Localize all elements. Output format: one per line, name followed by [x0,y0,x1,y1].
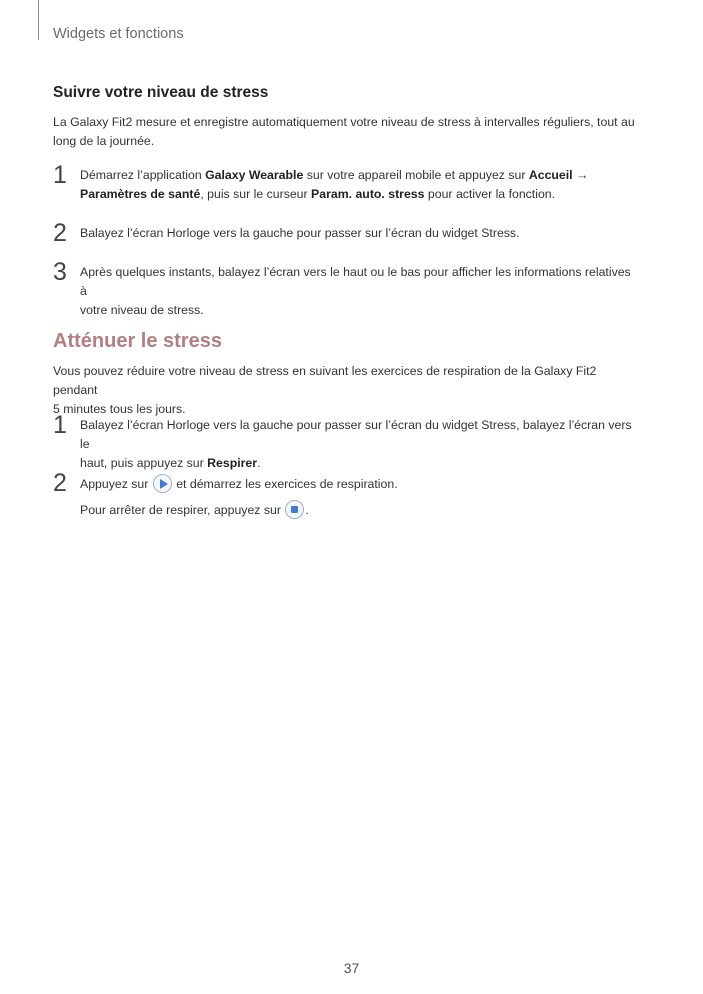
app-name: Galaxy Wearable [205,168,304,182]
menu-auto-stress: Param. auto. stress [311,187,425,201]
action-respirer: Respirer [207,456,258,470]
header-title: Widgets et fonctions [53,26,184,42]
intro-line: La Galaxy Fit2 mesure et enregistre automatiquement votre niveau de stress à intervalles réguliers, tout au [53,115,635,129]
step-line [80,166,640,185]
step-line: Après quelques instants, balayez l’écran vers le haut ou le bas pour afficher les informations relatives à [80,265,631,298]
step-number: 1 [53,161,67,189]
step-text: Balayez l’écran Horloge vers la gauche pour passer sur l’écran du widget Stress. [80,226,520,240]
text: Démarrez l’application [80,168,206,182]
step-number: 2 [53,469,67,497]
arrow: → [572,168,589,182]
text: et démarrez les exercices de respiration. [172,477,398,491]
menu-health-settings: Paramètres de santé [80,187,201,201]
step-number: 2 [53,219,67,247]
page-number: 37 [343,960,360,976]
step-text [80,166,640,204]
intro-line: Vous pouvez réduire votre niveau de stress en suivant les exercices de respiration de la Galaxy Fit2 pendant [53,364,597,397]
intro-line: 5 minutes tous les jours. [53,402,186,416]
step-text [80,416,640,473]
step-line [80,185,640,204]
step-number: 3 [53,258,67,286]
step-line: Balayez l’écran Horloge vers la gauche pour passer sur l’écran du widget Stress, balayez l’écran vers le [80,418,632,451]
text: pour activer la fonction. [424,187,556,201]
section-heading-stress-tracking: Suivre votre niveau de stress [53,84,269,101]
step-text [80,263,640,320]
step-text [80,474,640,521]
text: haut, puis appuyez sur [80,456,208,470]
text: sur votre appareil mobile et appuyez sur [303,168,529,182]
stop-icon [285,500,304,519]
text: Pour arrêter de respirer, appuyez sur [80,503,285,517]
section1-intro [53,113,643,151]
step-number: 1 [53,411,67,439]
text: Appuyez sur [80,477,152,491]
step-line [80,474,640,495]
section2-intro [53,362,643,419]
section-heading-reduce-stress: Atténuer le stress [53,330,222,352]
text: . [305,503,309,517]
intro-line: long de la journée. [53,134,155,148]
step-line [80,454,640,473]
menu-accueil: Accueil [528,168,573,182]
step-line: votre niveau de stress. [80,303,204,317]
text: , puis sur le curseur [200,187,312,201]
header-rule [38,0,39,40]
play-icon [153,474,172,493]
step-line [80,500,640,521]
text: . [257,456,261,470]
